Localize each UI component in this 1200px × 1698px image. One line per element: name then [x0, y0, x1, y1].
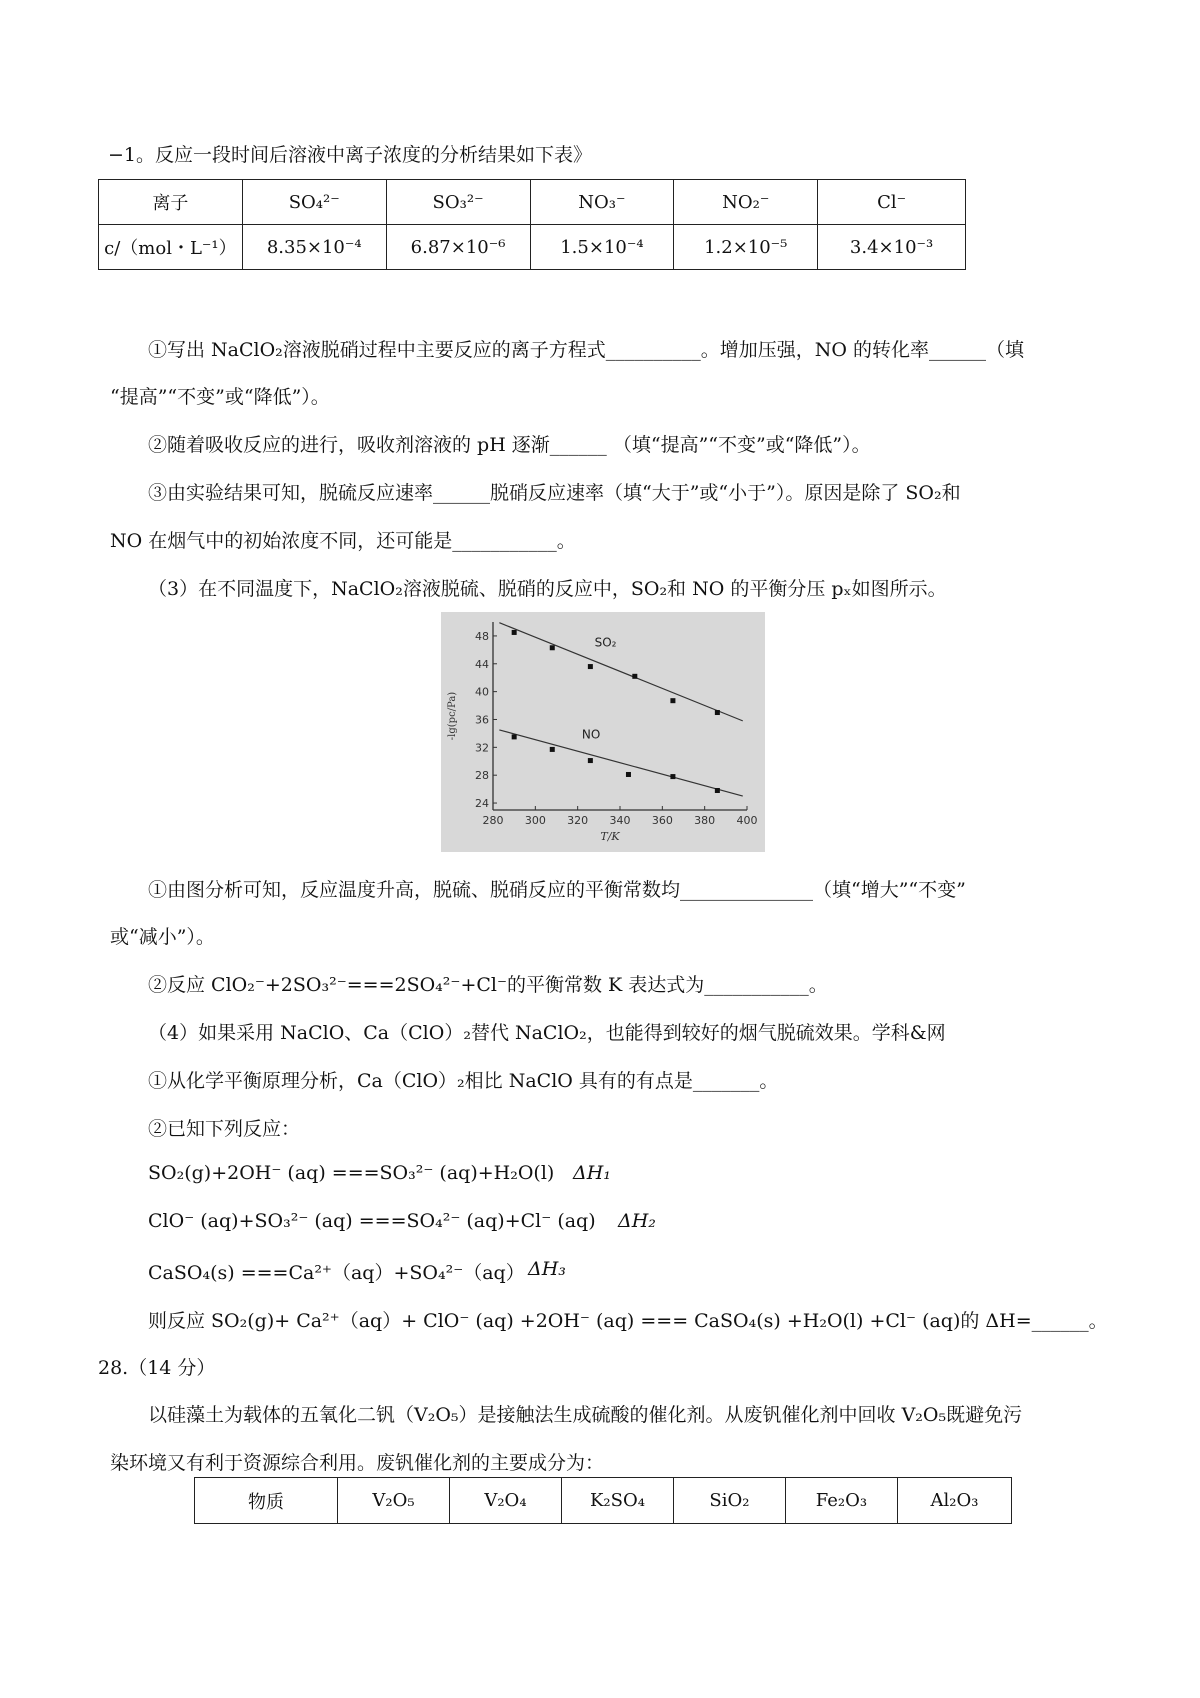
- ion-header-cell: 离子: [99, 180, 243, 225]
- material-table-row: [195, 1478, 1012, 1524]
- data-point-so2: [632, 674, 637, 679]
- ion-header-cell: Cl⁻: [818, 180, 966, 225]
- ion-header-cell: SO₃²⁻: [386, 180, 530, 225]
- material-cell: Al₂O₃: [897, 1478, 1011, 1524]
- y-tick-label: 40: [475, 685, 489, 699]
- q28-paragraph-1: 以硅藻土为载体的五氧化二钒（V₂O₅）是接触法生成硫酸的催化剂。从废钒催化剂中回收 V₂O₅既避免污: [148, 1404, 1023, 1426]
- x-axis-label: T/K: [600, 830, 620, 843]
- y-tick-label: 44: [475, 657, 489, 671]
- material-cell: SiO₂: [674, 1478, 786, 1524]
- equation-3-text: CaSO₄(s) ===Ca²⁺（aq）+SO₄²⁻（aq）: [148, 1262, 525, 1284]
- ion-value-cell: c/（mol・L⁻¹）: [99, 225, 243, 270]
- ion-value-cell: 8.35×10⁻⁴: [242, 225, 386, 270]
- x-tick-label: 280: [482, 814, 504, 827]
- equation-3: [148, 1258, 1200, 1285]
- x-tick-label: 340: [609, 814, 631, 827]
- q4-1-line: ①从化学平衡原理分析，Ca（ClO）₂相比 NaClO 具有的有点是_______。: [148, 1070, 779, 1092]
- fit-line-no: [499, 730, 742, 796]
- ion-value-cell: 3.4×10⁻³: [818, 225, 966, 270]
- data-point-no: [588, 758, 593, 763]
- equation-1-text: SO₂(g)+2OH⁻ (aq) ===SO₃²⁻ (aq)+H₂O(l): [148, 1162, 555, 1184]
- y-tick-label: 32: [475, 741, 489, 755]
- data-point-so2: [715, 710, 720, 715]
- x-tick-label: 360: [651, 814, 673, 827]
- q4-intro-line: （4）如果采用 NaClO、Ca（ClO）₂替代 NaClO₂，也能得到较好的烟气脱硫效果。学科&网: [148, 1022, 946, 1044]
- y-tick-label: 28: [475, 769, 489, 783]
- equation-3-enthalpy: ΔH₃: [528, 1258, 566, 1280]
- data-point-no: [715, 788, 720, 793]
- ion-table-header-row: [99, 180, 966, 225]
- chart-svg: [441, 612, 765, 852]
- equilibrium-pressure-chart: [441, 612, 765, 852]
- series-label-no: NO: [581, 727, 601, 742]
- data-point-no: [550, 747, 555, 752]
- data-point-so2: [670, 698, 675, 703]
- material-cell: Fe₂O₃: [785, 1478, 897, 1524]
- material-cell: K₂SO₄: [561, 1478, 673, 1524]
- q3-1-line-a: ①由图分析可知，反应温度升高，脱硫、脱硝反应的平衡常数均______________（填“增大”“不变”: [148, 879, 966, 901]
- material-cell: 物质: [195, 1478, 338, 1524]
- q2-2-line: ②随着吸收反应的进行，吸收剂溶液的 pH 逐渐______ （填“提高”“不变”或“降低”）。: [148, 434, 871, 456]
- ion-header-cell: NO₃⁻: [530, 180, 674, 225]
- q28-paragraph-2: 染环境又有利于资源综合利用。废钒催化剂的主要成分为：: [110, 1452, 605, 1474]
- q3-1-line-b: 或“减小”）。: [110, 926, 215, 948]
- intro-line: −1。反应一段时间后溶液中离子浓度的分析结果如下表》: [108, 144, 593, 166]
- data-point-so2: [512, 630, 517, 635]
- y-tick-label: 24: [475, 797, 489, 811]
- material-cell: V₂O₄: [449, 1478, 561, 1524]
- equation-1-enthalpy: ΔH₁: [573, 1162, 611, 1184]
- q28-title: 28.（14 分）: [98, 1357, 216, 1379]
- equation-2-enthalpy: ΔH₂: [618, 1210, 656, 1232]
- data-point-no: [670, 774, 675, 779]
- ion-header-cell: NO₂⁻: [674, 180, 818, 225]
- q3-2-line: ②反应 ClO₂⁻+2SO₃²⁻===2SO₄²⁻+Cl⁻的平衡常数 K 表达式为___________。: [148, 974, 828, 996]
- equation-1: [148, 1162, 1200, 1184]
- q2-1-line-a: ①写出 NaClO₂溶液脱硝过程中主要反应的离子方程式__________。增加压强，NO 的转化率______（填: [148, 339, 1025, 361]
- ion-header-cell: SO₄²⁻: [242, 180, 386, 225]
- ion-value-cell: 1.5×10⁻⁴: [530, 225, 674, 270]
- y-tick-label: 48: [475, 629, 489, 643]
- x-tick-label: 380: [694, 814, 716, 827]
- ion-value-cell: 6.87×10⁻⁶: [386, 225, 530, 270]
- equation-final: 则反应 SO₂(g)+ Ca²⁺（aq）+ ClO⁻ (aq) +2OH⁻ (aq) === CaSO₄(s) +H₂O(l) +Cl⁻ (aq)的 ΔH=______。: [148, 1310, 1108, 1332]
- data-point-no: [512, 734, 517, 739]
- series-label-so2: SO₂: [594, 635, 617, 650]
- y-axis-label: -lg(pc/Pa): [447, 691, 458, 741]
- ion-table-value-row: [99, 225, 966, 270]
- x-tick-label: 400: [736, 814, 758, 827]
- q2-1-line-b: “提高”“不变”或“降低”）。: [110, 386, 330, 408]
- q2-3-line-b: NO 在烟气中的初始浓度不同，还可能是___________。: [110, 530, 576, 552]
- material-table: [194, 1477, 1012, 1524]
- material-cell: V₂O₅: [338, 1478, 450, 1524]
- data-point-no: [626, 772, 631, 777]
- q4-2-line: ②已知下列反应：: [148, 1118, 301, 1140]
- ion-value-cell: 1.2×10⁻⁵: [674, 225, 818, 270]
- fit-line-so2: [499, 623, 742, 721]
- equation-2: [148, 1210, 1200, 1232]
- data-point-so2: [550, 645, 555, 650]
- q2-3-line-a: ③由实验结果可知，脱硫反应速率______脱硝反应速率（填“大于”或“小于”）。原因是除了 SO₂和: [148, 482, 961, 504]
- data-point-so2: [588, 664, 593, 669]
- x-tick-label: 300: [524, 814, 546, 827]
- x-tick-label: 320: [567, 814, 589, 827]
- equation-2-text: ClO⁻ (aq)+SO₃²⁻ (aq) ===SO₄²⁻ (aq)+Cl⁻ (aq): [148, 1210, 596, 1232]
- q3-intro-line: （3）在不同温度下，NaClO₂溶液脱硫、脱硝的反应中，SO₂和 NO 的平衡分压 pₓ如图所示。: [148, 578, 947, 600]
- ion-table: [98, 179, 966, 270]
- y-tick-label: 36: [475, 713, 489, 727]
